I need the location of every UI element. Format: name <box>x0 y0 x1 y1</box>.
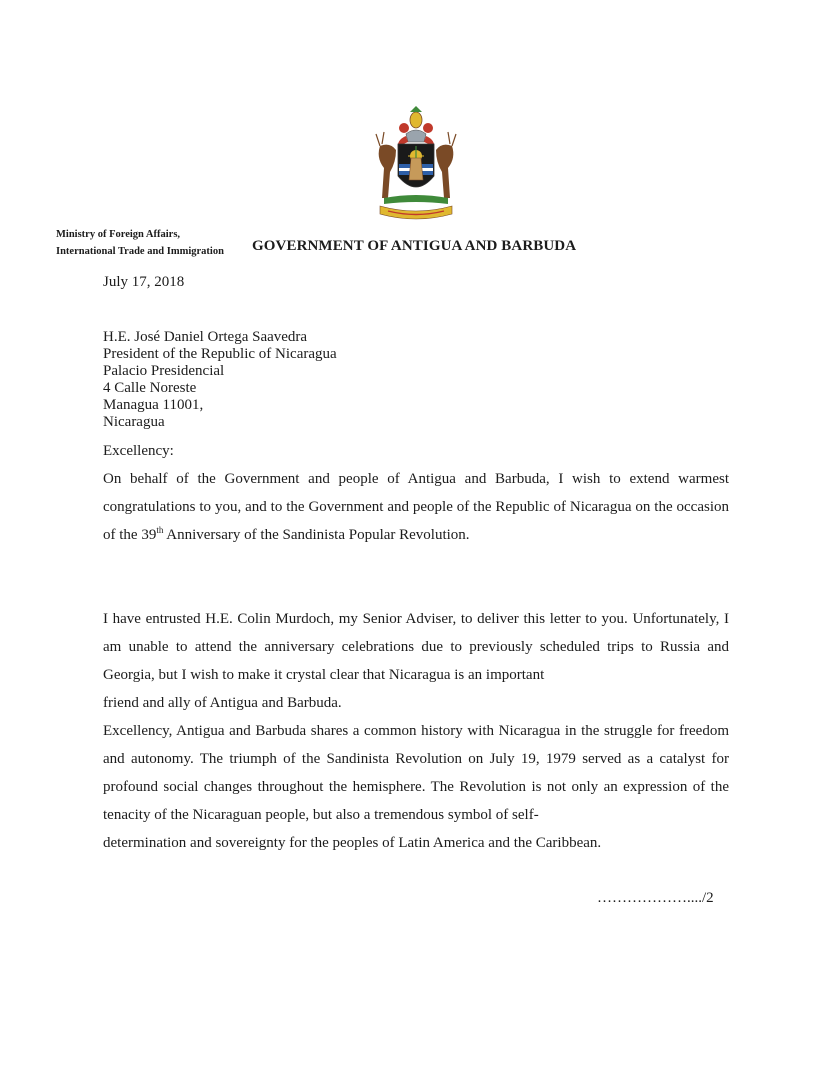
salutation: Excellency: <box>103 443 174 459</box>
page-continuation: ………………..../2 <box>597 890 714 906</box>
recipient-city: Managua 11001, <box>103 397 204 413</box>
coat-of-arms-icon <box>366 106 466 224</box>
ministry-name <box>56 226 224 260</box>
paragraph-2-text: I have entrusted H.E. Colin Murdoch, my Senior Adviser, to deliver this letter to you. Unfortunately, I am unable to attend the anniversary celebrations due to previously scheduled trips to Russia and Georgia, but I wish to make it crystal clear that Nicaragua is an important <box>103 611 729 683</box>
recipient-name: H.E. José Daniel Ortega Saavedra <box>103 329 308 345</box>
paragraph-1-text: On behalf of the Government and people of Antigua and Barbuda, I wish to extend warmest congratulations to you, and to the Government and people of the Republic of Nicaragua on the occasion of the 39 <box>103 471 729 543</box>
paragraph-3-last-line: determination and sovereignty for the peoples of Latin America and the Caribbean. <box>103 835 602 851</box>
recipient-country: Nicaragua <box>103 414 165 430</box>
paragraph-3-text: Excellency, Antigua and Barbuda shares a common history with Nicaragua in the struggle for freedom and autonomy. The triumph of the Sandinista Revolution on July 19, 1979 served as a catalyst for profound social changes throughout the hemisphere. The Revolution is not only an expression of the tenacity of the Nicaraguan people, but also a tremendous symbol of self- <box>103 723 729 823</box>
letter-date: July 17, 2018 <box>103 274 185 290</box>
paragraph-congratulations <box>103 465 729 549</box>
recipient-address-line-1: Palacio Presidencial <box>103 363 225 379</box>
ministry-line-1: Ministry of Foreign Affairs, <box>56 229 181 240</box>
ministry-line-2: International Trade and Immigration <box>56 246 224 257</box>
recipient-address-line-2: 4 Calle Noreste <box>103 380 197 396</box>
paragraph-history <box>103 717 729 857</box>
paragraph-1-text-end: Anniversary of the Sandinista Popular Revolution. <box>163 527 470 543</box>
ordinal-suffix: th <box>156 525 164 535</box>
recipient-title: President of the Republic of Nicaragua <box>103 346 337 362</box>
recipient-address <box>103 329 337 431</box>
government-heading: GOVERNMENT OF ANTIGUA AND BARBUDA <box>252 238 577 254</box>
paragraph-2-last-line: friend and ally of Antigua and Barbuda. <box>103 695 342 711</box>
paragraph-envoy <box>103 605 729 717</box>
